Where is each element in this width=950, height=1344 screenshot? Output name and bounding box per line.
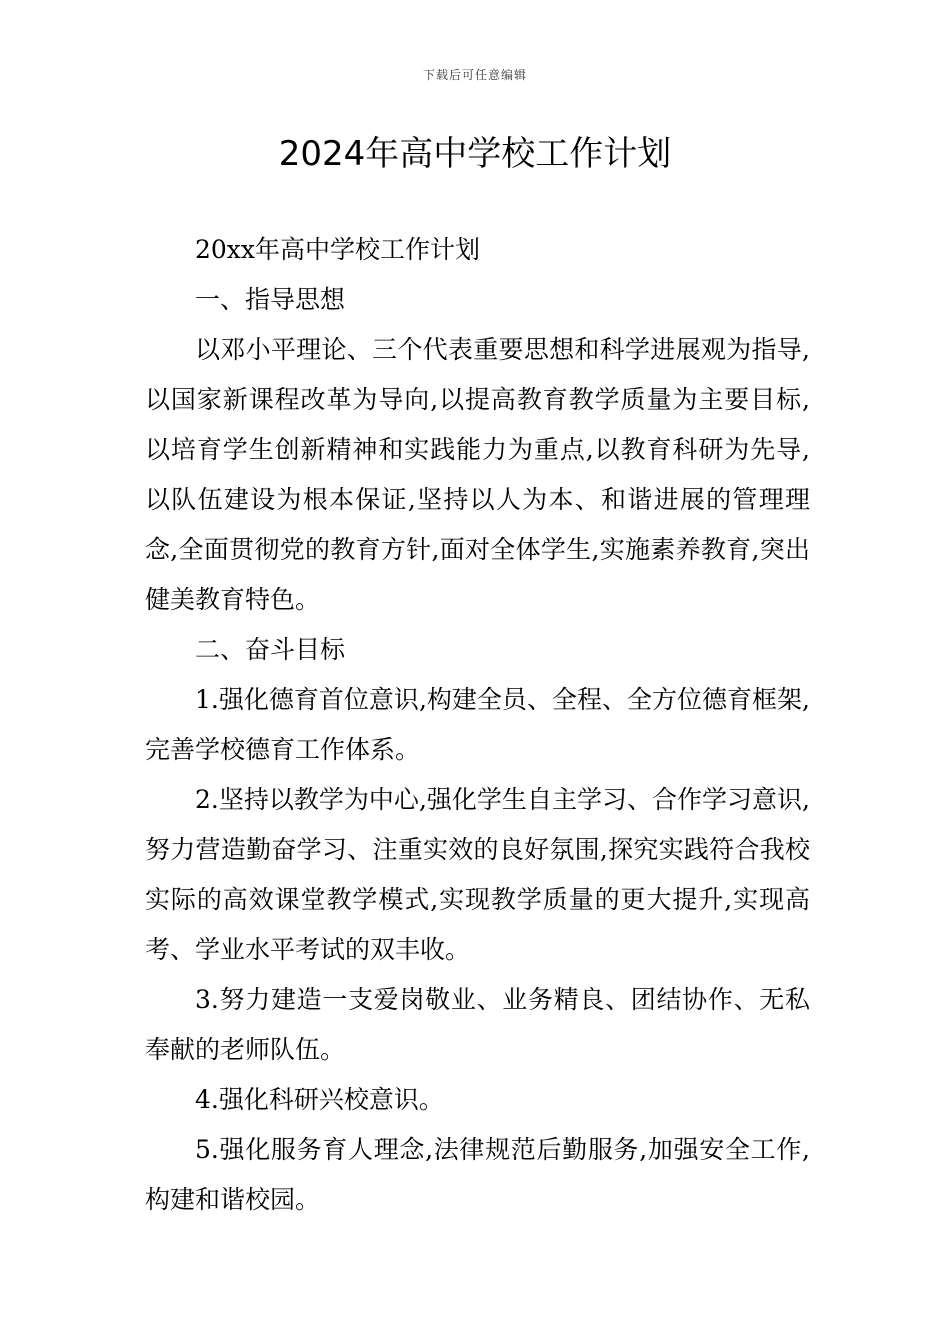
section-heading-guiding-ideology: 一、指导思想 <box>195 285 346 314</box>
header-note: 下载后可任意编辑 <box>422 68 527 82</box>
goal-item-2: 2.坚持以教学为中心,强化学生自主学习、合作学习意识,努力营造勤奋学习、注重实效的良好氛围,探究实践符合我校实际的高效课堂教学模式,实现教学质量的更大提升,实现高考、学业水平考试的双丰收。 <box>145 785 810 964</box>
goal-item-4: 4.强化科研兴校意识。 <box>195 1085 444 1114</box>
document-title: 2024年高中学校工作计划 <box>278 134 672 174</box>
section-heading-goals: 二、奋斗目标 <box>195 635 346 664</box>
goal-item-3: 3.努力建造一支爱岗敬业、业务精良、团结协作、无私奉献的老师队伍。 <box>145 985 810 1064</box>
document-subtitle: 20xx年高中学校工作计划 <box>195 235 481 264</box>
document-body <box>145 225 810 1225</box>
goal-item-1: 1.强化德育首位意识,构建全员、全程、全方位德育框架,完善学校德育工作体系。 <box>145 685 810 764</box>
paragraph-guiding-ideology: 以邓小平理论、三个代表重要思想和科学进展观为指导,以国家新课程改革为导向,以提高教育教学质量为主要目标,以培育学生创新精神和实践能力为重点,以教育科研为先导,以队伍建设为根本保证,坚持以人为本、和谐进展的管理理念,全面贯彻党的教育方针,面对全体学生,实施素养教育,突出健美教育特色。 <box>145 335 810 614</box>
goal-item-5: 5.强化服务育人理念,法律规范后勤服务,加强安全工作,构建和谐校园。 <box>145 1135 810 1214</box>
